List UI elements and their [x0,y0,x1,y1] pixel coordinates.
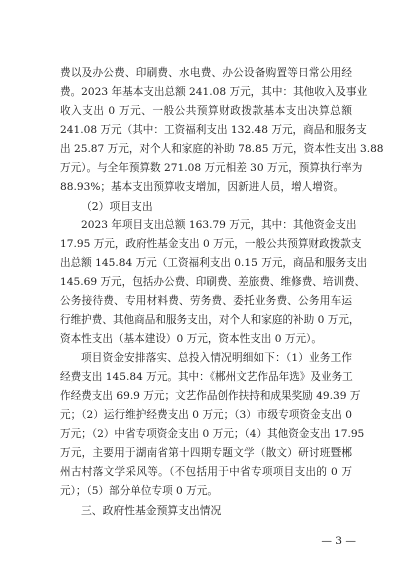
text-line: 费。2023 年基本支出总额 241.08 万元，其中：其他收入及事业 [60,86,368,98]
text-line: 出总额 145.84 万元（工资福利支出 0.15 万元，商品和服务支出 [60,257,368,269]
section-heading: 三、政府性基金预算支出情况 [81,504,222,517]
text-line: 费以及办公费、印刷费、水电费、办公设备购置等日常公用经 [60,67,352,79]
text-line: 17.95 万元，政府性基金支出 0 万元，一般公共预算财政拨款支 [60,238,362,250]
text-line: 州古村落文学采风等。（不包括用于中省专项项目支出的 0 万 [60,466,352,478]
text-line: 行维护费、其他商品和服务支出，对个人和家庭的补助 0 万元， [60,314,360,326]
text-line: 万元；（2）中省专项资金支出 0 万元；（4）其他资金支出 17.95 [60,428,365,440]
document-body [60,64,384,520]
text-line: 145.69 万元，包括办公费、印刷费、差旅费、维修费、培训费、 [60,276,366,288]
text-line: 作经费支出 69.9 万元；文艺作品创作扶持和成果奖励 49.39 万 [60,390,361,402]
paragraph-funding-details [60,349,365,501]
text-line: 公务接待费、专用材料费、劳务费、委托业务费、公务用车运 [60,295,352,307]
text-line: 2023 年项目支出总额 163.79 万元，其中：其他资金支出 [81,219,357,231]
text-line: 元；（2）运行维护经费支出 0 万元；（3）市级专项资金支出 0 [60,409,352,421]
text-line: 88.93%；基本支出预算收支增加，因新进人员，增人增资。 [60,181,345,193]
paragraph-project-expenditure [60,216,368,349]
text-line: 出 25.87 万元，对个人和家庭的补助 78.85 万元，资本性支出 3.88 [60,143,384,155]
paragraph-basic-expenditure [60,64,384,197]
page-number: — 3 — [321,535,356,547]
text-line: 收入支出 0 万元、一般公共预算财政拨款基本支出决算总额 [60,105,352,117]
text-line: 项目资金安排落实、总投入情况明细如下：（1）业务工作 [81,352,352,364]
text-line: 241.08 万元（其中：工资福利支出 132.48 万元，商品和服务支 [60,124,367,136]
text-line: 元）；（5）部分单位专项 0 万元。 [60,485,218,497]
subsection-heading: （2）项目支出 [81,200,153,213]
text-line: 资本性支出（基本建设）0 万元，资本性支出 0 万元）。 [60,333,322,345]
text-line: 万元，主要用于湖南省第十四期专题文学（散文）研讨班暨郴 [60,447,352,459]
text-line: 万元）。与全年预算数 271.08 万元相差 30 万元，预算执行率为 [60,162,363,174]
text-line: 经费支出 145.84 万元。其中：《郴州文艺作品年选》及业务工 [60,371,353,383]
